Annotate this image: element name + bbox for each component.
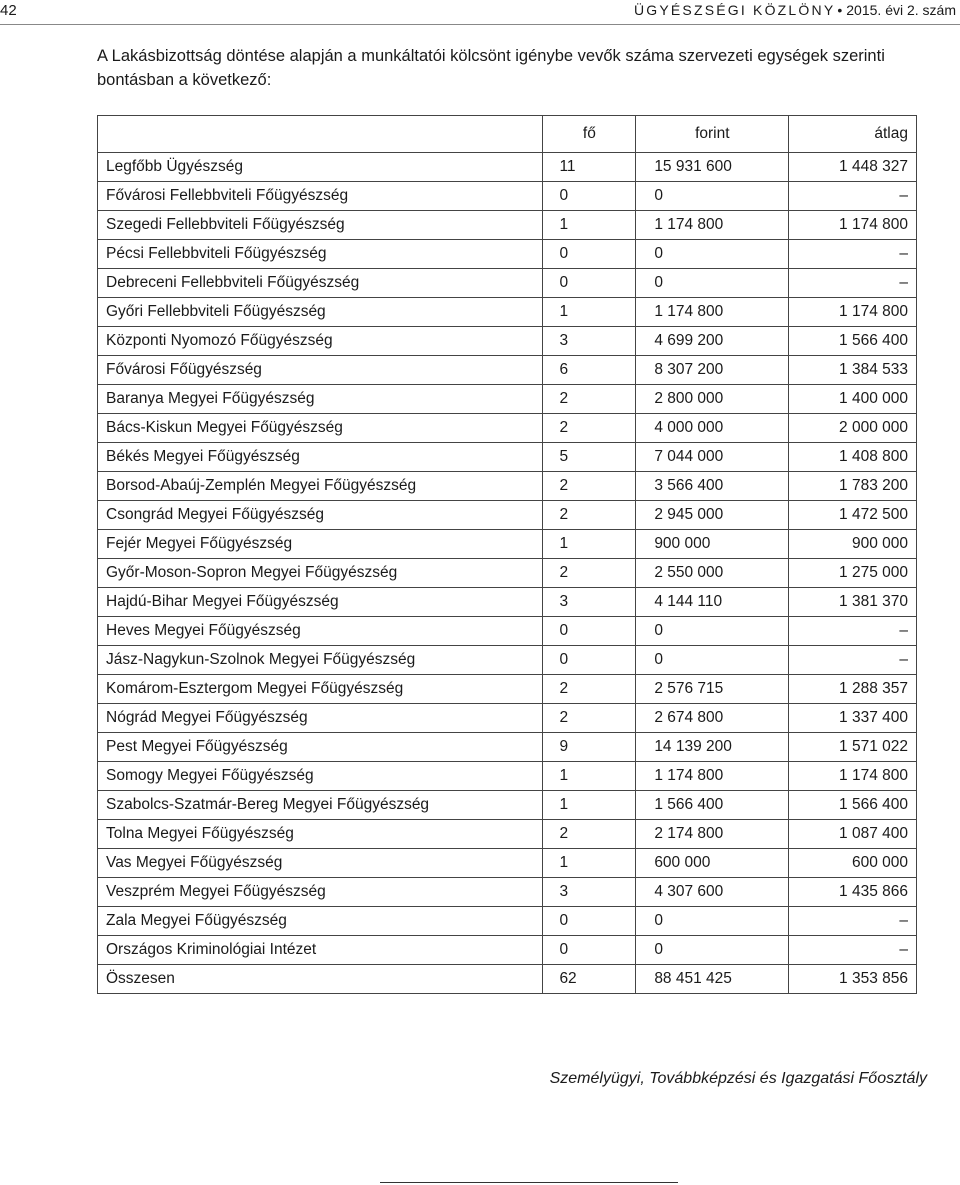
cell-unit-name: Baranya Megyei Főügyészség — [98, 385, 543, 414]
cell-fo: 0 — [543, 646, 636, 675]
cell-fo: 62 — [543, 965, 636, 994]
cell-atlag: – — [789, 182, 917, 211]
cell-forint: 600 000 — [636, 849, 789, 878]
cell-fo: 1 — [543, 762, 636, 791]
cell-unit-name: Nógrád Megyei Főügyészség — [98, 704, 543, 733]
cell-fo: 3 — [543, 327, 636, 356]
cell-fo: 1 — [543, 791, 636, 820]
cell-fo: 2 — [543, 559, 636, 588]
table-row — [98, 965, 917, 994]
cell-fo: 6 — [543, 356, 636, 385]
cell-unit-name: Bács-Kiskun Megyei Főügyészség — [98, 414, 543, 443]
table-row — [98, 907, 917, 936]
cell-fo: 3 — [543, 878, 636, 907]
cell-fo: 0 — [543, 617, 636, 646]
cell-atlag: 1 384 533 — [789, 356, 917, 385]
cell-forint: 0 — [636, 617, 789, 646]
loan-table — [97, 115, 917, 994]
cell-forint: 0 — [636, 907, 789, 936]
cell-atlag: 1 174 800 — [789, 211, 917, 240]
cell-forint: 8 307 200 — [636, 356, 789, 385]
table-row — [98, 559, 917, 588]
column-header-fo: fő — [543, 116, 636, 153]
cell-forint: 7 044 000 — [636, 443, 789, 472]
cell-fo: 5 — [543, 443, 636, 472]
bullet-separator: • — [837, 2, 843, 18]
cell-forint: 2 550 000 — [636, 559, 789, 588]
cell-unit-name: Fejér Megyei Főügyészség — [98, 530, 543, 559]
table-row — [98, 617, 917, 646]
cell-unit-name: Zala Megyei Főügyészség — [98, 907, 543, 936]
cell-fo: 0 — [543, 936, 636, 965]
journal-title — [634, 2, 956, 18]
cell-atlag: 1 174 800 — [789, 298, 917, 327]
cell-forint: 2 674 800 — [636, 704, 789, 733]
cell-fo: 2 — [543, 501, 636, 530]
cell-atlag: 1 275 000 — [789, 559, 917, 588]
table-row — [98, 646, 917, 675]
table-row — [98, 820, 917, 849]
cell-atlag: 600 000 — [789, 849, 917, 878]
cell-fo: 3 — [543, 588, 636, 617]
cell-fo: 1 — [543, 530, 636, 559]
table-row — [98, 849, 917, 878]
cell-unit-name: Csongrád Megyei Főügyészség — [98, 501, 543, 530]
table-row — [98, 501, 917, 530]
cell-unit-name: Győri Fellebbviteli Főügyészség — [98, 298, 543, 327]
cell-unit-name: Jász-Nagykun-Szolnok Megyei Főügyészség — [98, 646, 543, 675]
table-row — [98, 472, 917, 501]
cell-atlag: 1 571 022 — [789, 733, 917, 762]
table-row — [98, 327, 917, 356]
table-row — [98, 588, 917, 617]
cell-fo: 9 — [543, 733, 636, 762]
cell-unit-name: Országos Kriminológiai Intézet — [98, 936, 543, 965]
cell-fo: 2 — [543, 704, 636, 733]
cell-atlag: 900 000 — [789, 530, 917, 559]
column-header-atlag: átlag — [789, 116, 917, 153]
page-header — [0, 0, 960, 26]
signature: Személyügyi, Továbbképzési és Igazgatási Főosztály — [549, 1070, 927, 1087]
cell-unit-name: Pest Megyei Főügyészség — [98, 733, 543, 762]
table-row — [98, 704, 917, 733]
table-row — [98, 385, 917, 414]
table-row — [98, 878, 917, 907]
header-rule — [0, 24, 960, 25]
cell-fo: 2 — [543, 414, 636, 443]
cell-fo: 11 — [543, 153, 636, 182]
cell-unit-name: Pécsi Fellebbviteli Főügyészség — [98, 240, 543, 269]
cell-atlag: 1 353 856 — [789, 965, 917, 994]
cell-atlag: 1 408 800 — [789, 443, 917, 472]
table-row — [98, 936, 917, 965]
table-header-row — [98, 116, 917, 153]
page-number: 42 — [0, 2, 17, 19]
cell-atlag: 1 435 866 — [789, 878, 917, 907]
cell-unit-name: Békés Megyei Főügyészség — [98, 443, 543, 472]
cell-atlag: 1 288 357 — [789, 675, 917, 704]
cell-atlag: – — [789, 936, 917, 965]
cell-atlag: 1 448 327 — [789, 153, 917, 182]
intro-paragraph: A Lakásbizottság döntése alapján a munkáltatói kölcsönt igénybe vevők száma szervezeti egységek szerinti bontásban a következő: — [97, 47, 885, 89]
cell-atlag: 1 087 400 — [789, 820, 917, 849]
cell-atlag: 1 566 400 — [789, 327, 917, 356]
cell-atlag: 1 783 200 — [789, 472, 917, 501]
cell-fo: 0 — [543, 269, 636, 298]
cell-unit-name: Heves Megyei Főügyészség — [98, 617, 543, 646]
table-row — [98, 762, 917, 791]
table-row — [98, 211, 917, 240]
cell-forint: 88 451 425 — [636, 965, 789, 994]
table-row — [98, 443, 917, 472]
cell-forint: 0 — [636, 182, 789, 211]
cell-atlag: 1 566 400 — [789, 791, 917, 820]
cell-forint: 2 800 000 — [636, 385, 789, 414]
cell-forint: 1 174 800 — [636, 211, 789, 240]
cell-unit-name: Vas Megyei Főügyészség — [98, 849, 543, 878]
cell-forint: 1 566 400 — [636, 791, 789, 820]
cell-unit-name: Somogy Megyei Főügyészség — [98, 762, 543, 791]
cell-forint: 0 — [636, 240, 789, 269]
cell-unit-name: Szegedi Fellebbviteli Főügyészség — [98, 211, 543, 240]
cell-forint: 4 144 110 — [636, 588, 789, 617]
column-header-forint: forint — [636, 116, 789, 153]
cell-forint: 0 — [636, 269, 789, 298]
table-row — [98, 675, 917, 704]
cell-atlag: – — [789, 646, 917, 675]
cell-atlag: – — [789, 907, 917, 936]
cell-fo: 2 — [543, 472, 636, 501]
cell-forint: 900 000 — [636, 530, 789, 559]
table-row — [98, 269, 917, 298]
cell-forint: 0 — [636, 646, 789, 675]
table-row — [98, 182, 917, 211]
table-row — [98, 240, 917, 269]
cell-atlag: – — [789, 617, 917, 646]
cell-fo: 2 — [543, 675, 636, 704]
cell-forint: 2 576 715 — [636, 675, 789, 704]
table-body — [98, 153, 917, 994]
cell-fo: 1 — [543, 211, 636, 240]
cell-unit-name: Összesen — [98, 965, 543, 994]
cell-forint: 4 000 000 — [636, 414, 789, 443]
cell-atlag: 1 472 500 — [789, 501, 917, 530]
cell-atlag: 1 337 400 — [789, 704, 917, 733]
cell-atlag: 1 400 000 — [789, 385, 917, 414]
cell-forint: 1 174 800 — [636, 298, 789, 327]
cell-fo: 0 — [543, 907, 636, 936]
cell-atlag: – — [789, 240, 917, 269]
cell-forint: 3 566 400 — [636, 472, 789, 501]
cell-unit-name: Komárom-Esztergom Megyei Főügyészség — [98, 675, 543, 704]
cell-atlag: 1 174 800 — [789, 762, 917, 791]
cell-forint: 0 — [636, 936, 789, 965]
cell-fo: 2 — [543, 820, 636, 849]
cell-fo: 2 — [543, 385, 636, 414]
cell-atlag: 2 000 000 — [789, 414, 917, 443]
cell-forint: 2 945 000 — [636, 501, 789, 530]
cell-unit-name: Szabolcs-Szatmár-Bereg Megyei Főügyészség — [98, 791, 543, 820]
cell-atlag: – — [789, 269, 917, 298]
cell-fo: 0 — [543, 182, 636, 211]
cell-forint: 4 307 600 — [636, 878, 789, 907]
cell-fo: 1 — [543, 849, 636, 878]
table-row — [98, 414, 917, 443]
issue-label: 2015. évi 2. szám — [846, 2, 956, 18]
cell-unit-name: Veszprém Megyei Főügyészség — [98, 878, 543, 907]
table-row — [98, 356, 917, 385]
cell-unit-name: Borsod-Abaúj-Zemplén Megyei Főügyészség — [98, 472, 543, 501]
cell-forint: 2 174 800 — [636, 820, 789, 849]
table-row — [98, 298, 917, 327]
cell-unit-name: Győr-Moson-Sopron Megyei Főügyészség — [98, 559, 543, 588]
cell-unit-name: Tolna Megyei Főügyészség — [98, 820, 543, 849]
journal-name: ÜGYÉSZSÉGI KÖZLÖNY — [633, 2, 836, 18]
cell-atlag: 1 381 370 — [789, 588, 917, 617]
table-row — [98, 530, 917, 559]
bottom-rule — [380, 1182, 678, 1183]
cell-forint: 1 174 800 — [636, 762, 789, 791]
cell-forint: 15 931 600 — [636, 153, 789, 182]
cell-forint: 14 139 200 — [636, 733, 789, 762]
table-row — [98, 733, 917, 762]
table-row — [98, 153, 917, 182]
cell-unit-name: Hajdú-Bihar Megyei Főügyészség — [98, 588, 543, 617]
column-header-unit — [98, 116, 543, 153]
cell-fo: 1 — [543, 298, 636, 327]
cell-unit-name: Legfőbb Ügyészség — [98, 153, 543, 182]
table-row — [98, 791, 917, 820]
cell-unit-name: Fővárosi Főügyészség — [98, 356, 543, 385]
cell-unit-name: Fővárosi Fellebbviteli Főügyészség — [98, 182, 543, 211]
cell-unit-name: Debreceni Fellebbviteli Főügyészség — [98, 269, 543, 298]
cell-unit-name: Központi Nyomozó Főügyészség — [98, 327, 543, 356]
cell-fo: 0 — [543, 240, 636, 269]
cell-forint: 4 699 200 — [636, 327, 789, 356]
